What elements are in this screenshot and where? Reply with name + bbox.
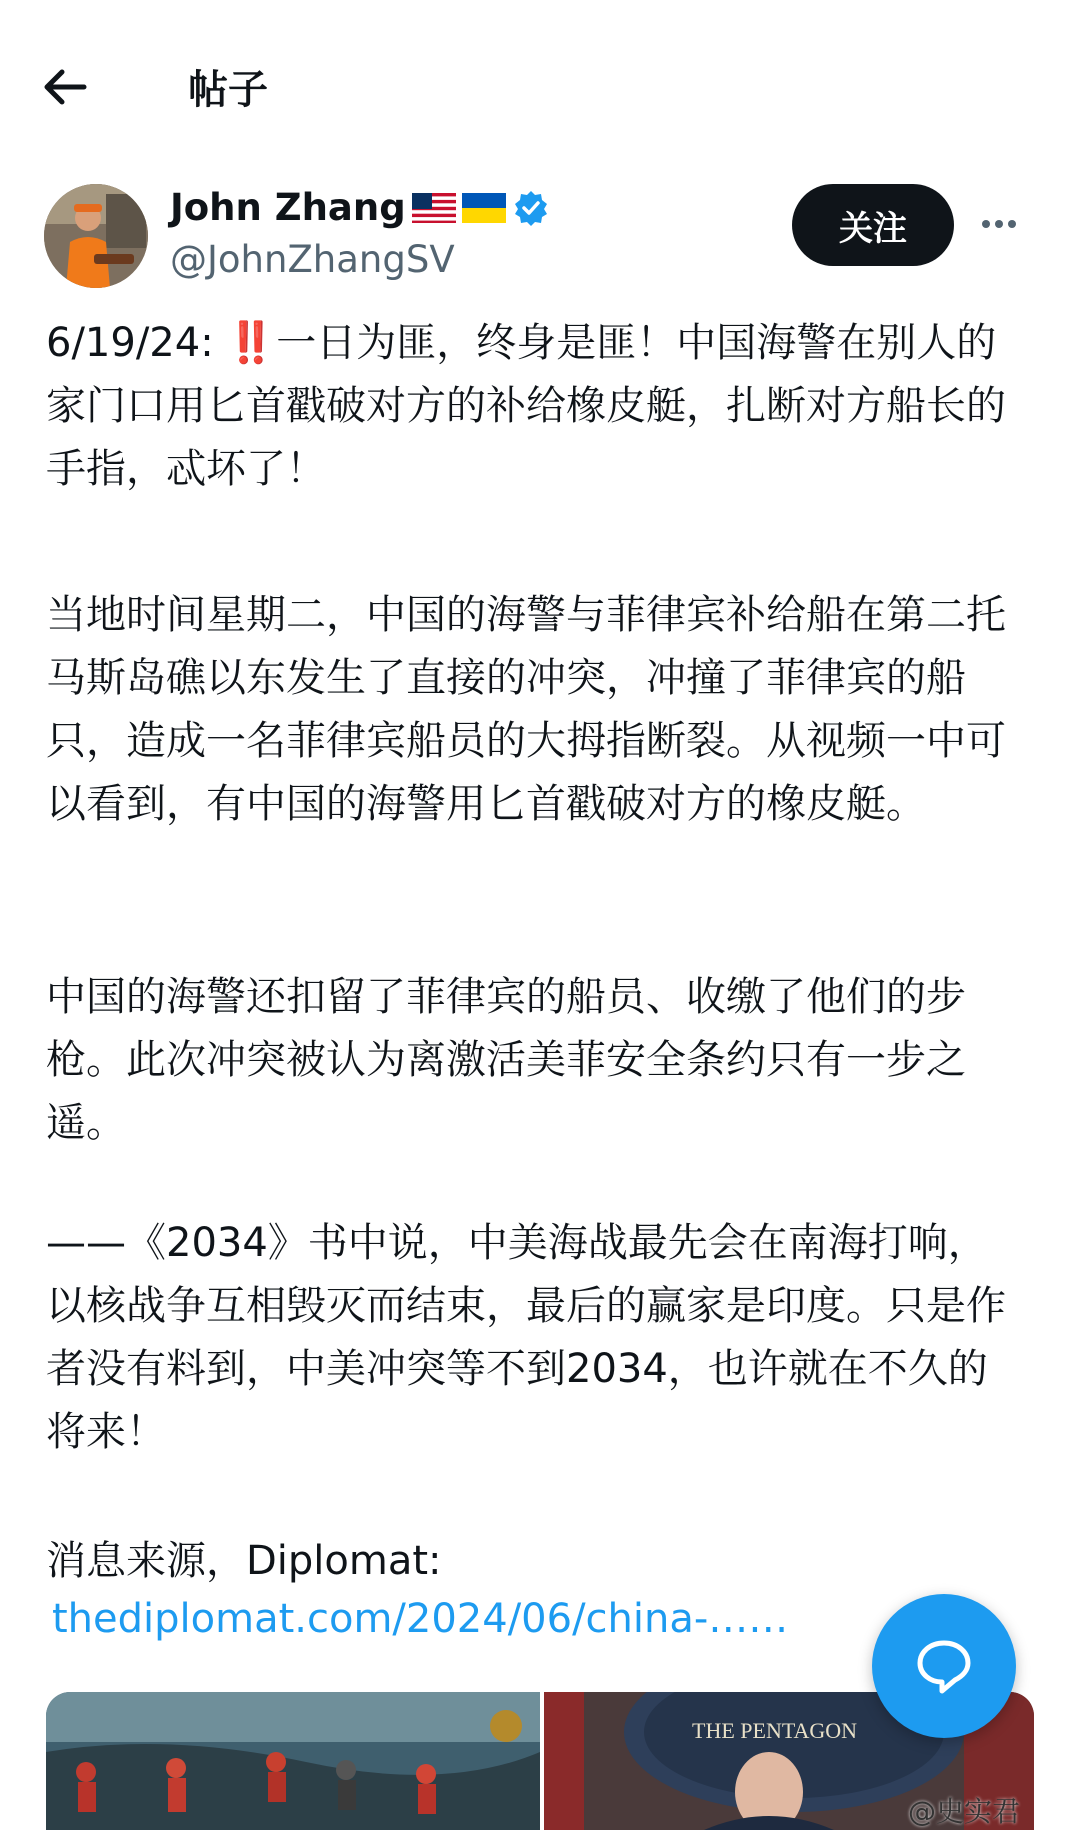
back-button[interactable]: [40, 60, 94, 114]
avatar-image: [44, 184, 148, 288]
more-options-button[interactable]: [972, 204, 1026, 244]
follow-button[interactable]: 关注: [792, 184, 954, 266]
video-frame-boats: [46, 1692, 540, 1830]
post-text-1: 一日为匪，终身是匪！中国海警在别人的家门口用匕首戳破对方的补给橡皮艇，扎断对方船长的手指，忒坏了！: [46, 320, 1006, 492]
source-link[interactable]: thediplomat.com/2024/06/china-……: [52, 1596, 789, 1642]
post-paragraph-3: 中国的海警还扣留了菲律宾的船员、收缴了他们的步枪。此次冲突被认为离激活美菲安全条约只有一步之遥。: [46, 974, 966, 1146]
author-name-row[interactable]: [170, 186, 550, 229]
author-handle[interactable]: @JohnZhangSV: [170, 238, 455, 281]
post-paragraph-1: [46, 312, 1026, 501]
more-horizontal-icon: [982, 220, 990, 228]
ukraine-flag-icon: [462, 193, 506, 223]
top-bar: [0, 0, 1079, 160]
double-exclamation-icon: ‼️: [226, 320, 277, 366]
reply-fab-button[interactable]: [872, 1594, 1016, 1738]
verified-badge-icon: [512, 189, 550, 227]
post-source: 消息来源，Diplomat:: [46, 1538, 442, 1584]
watermark: @史实君: [908, 1795, 1021, 1828]
author-name[interactable]: John Zhang: [170, 186, 406, 229]
pentagon-caption: THE PENTAGON: [692, 1718, 858, 1743]
avatar[interactable]: [44, 184, 148, 288]
post-date: 6/19/24:: [46, 320, 227, 366]
post-paragraph-2: 当地时间星期二，中国的海警与菲律宾补给船在第二托马斯岛礁以东发生了直接的冲突，冲撞了菲律宾的船只，造成一名菲律宾船员的大拇指断裂。从视频一中可以看到，有中国的海警用匕首戳破对方的橡皮艇。: [46, 592, 1006, 827]
page-title: 帖子: [188, 67, 268, 113]
us-flag-icon: [412, 193, 456, 223]
post-paragraph-4: ——《2034》书中说，中美海战最先会在南海打响，以核战争互相毁灭而结束，最后的赢家是印度。只是作者没有料到，中美冲突等不到2034，也许就在不久的将来！: [46, 1220, 1006, 1455]
arrow-left-icon: [40, 60, 94, 114]
reply-bubble-icon: [913, 1635, 975, 1697]
media-thumbnail-1[interactable]: [46, 1692, 540, 1830]
